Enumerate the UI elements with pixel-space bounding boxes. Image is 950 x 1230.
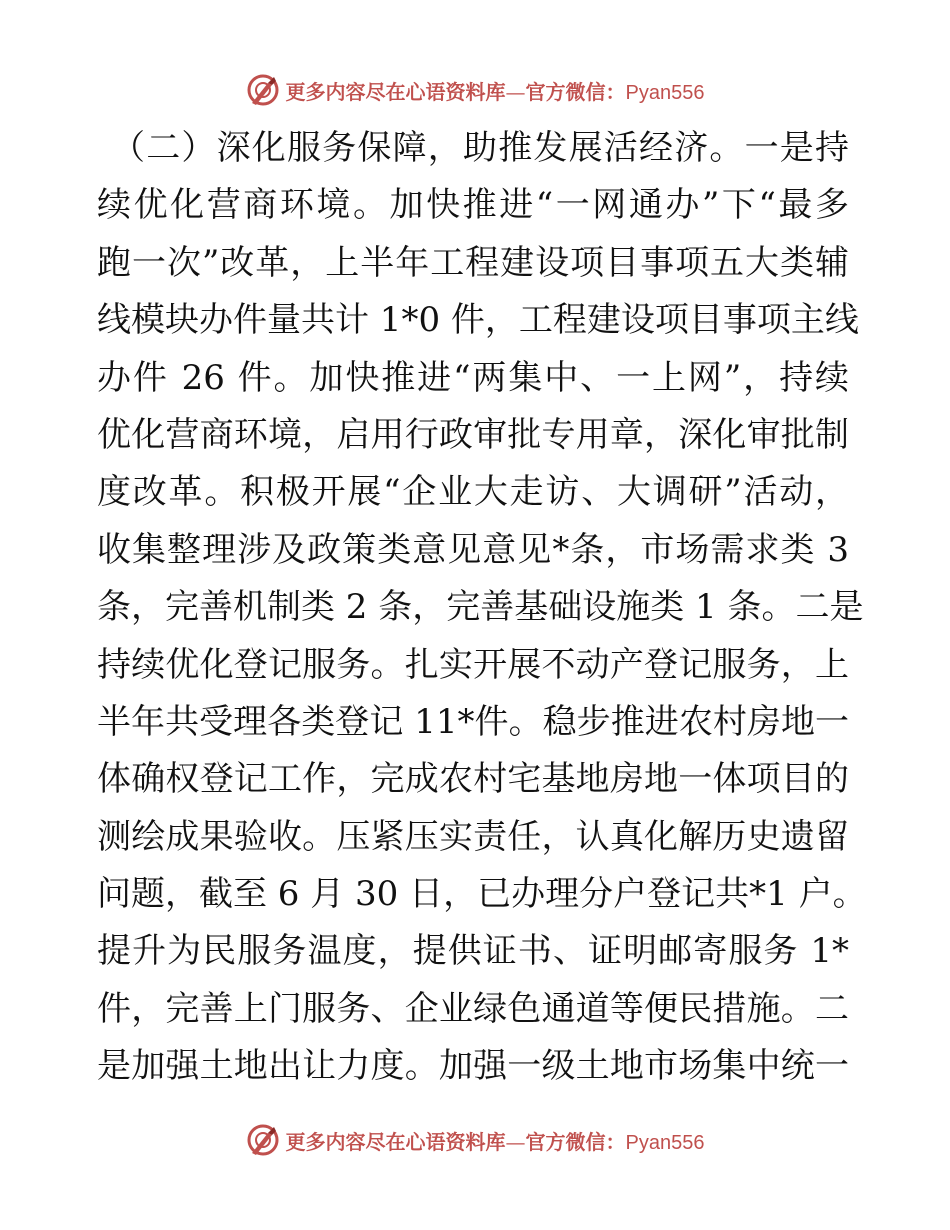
text-line: 半年共受理各类登记 11*件。稳步推进农村房地一 (97, 701, 849, 742)
pen-logo-icon (246, 1123, 280, 1157)
watermark-text (286, 1126, 705, 1155)
text-line: 收集整理涉及政策类意见意见*条，市场需求类 3 (97, 529, 849, 570)
text-line: 测绘成果验收。压紧压实责任，认真化解历史遗留 (97, 816, 849, 857)
text-line: （二）深化服务保障，助推发展活经济。一是持 (111, 128, 849, 168)
watermark-label: 官方微信： (525, 1129, 626, 1154)
text-line: 是加强土地出让力度。加强一级土地市场集中统一 (97, 1046, 849, 1087)
watermark-site-text: 更多内容尽在心语资料库 (285, 1129, 506, 1154)
text-line: 续优化营商环境。加快推进“一网通办”下“最多 (97, 185, 849, 226)
watermark-footer (0, 1120, 950, 1160)
text-line: 提升为民服务温度，提供证书、证明邮寄服务 1* (97, 931, 849, 972)
text-line: 线模块办件量共计 1*0 件，工程建设项目事项主线 (97, 300, 859, 341)
text-line: 体确权登记工作，完成农村宅基地房地一体项目的 (97, 759, 849, 800)
text-line: 办件 26 件。加快推进“两集中、一上网”，持续 (97, 357, 849, 398)
pen-logo-icon (246, 73, 280, 107)
text-line: 持续优化登记服务。扎实开展不动产登记服务，上 (97, 644, 849, 685)
watermark-label: 官方微信： (525, 79, 626, 104)
watermark-account: Pyan556 (625, 1131, 705, 1154)
text-line: 优化营商环境，启用行政审批专用章，深化审批制 (97, 414, 849, 455)
text-line: 跑一次”改革，上半年工程建设项目事项五大类辅 (97, 242, 849, 283)
text-line: 件，完善上门服务、企业绿色通道等便民措施。二 (97, 988, 849, 1029)
watermark-site-text: 更多内容尽在心语资料库 (285, 79, 506, 104)
text-line: 问题，截至 6 月 30 日，已办理分户登记共*1 户。 (97, 874, 867, 915)
text-line: 条，完善机制类 2 条，完善基础设施类 1 条。二是 (97, 587, 864, 628)
watermark-dash: — (505, 79, 526, 104)
watermark-account: Pyan556 (625, 81, 705, 104)
watermark-text (286, 76, 705, 105)
watermark-header (0, 70, 950, 110)
body-paragraph (97, 120, 867, 1096)
text-line: 度改革。积极开展“企业大走访、大调研”活动， (97, 472, 849, 513)
watermark-dash: — (505, 1129, 526, 1154)
